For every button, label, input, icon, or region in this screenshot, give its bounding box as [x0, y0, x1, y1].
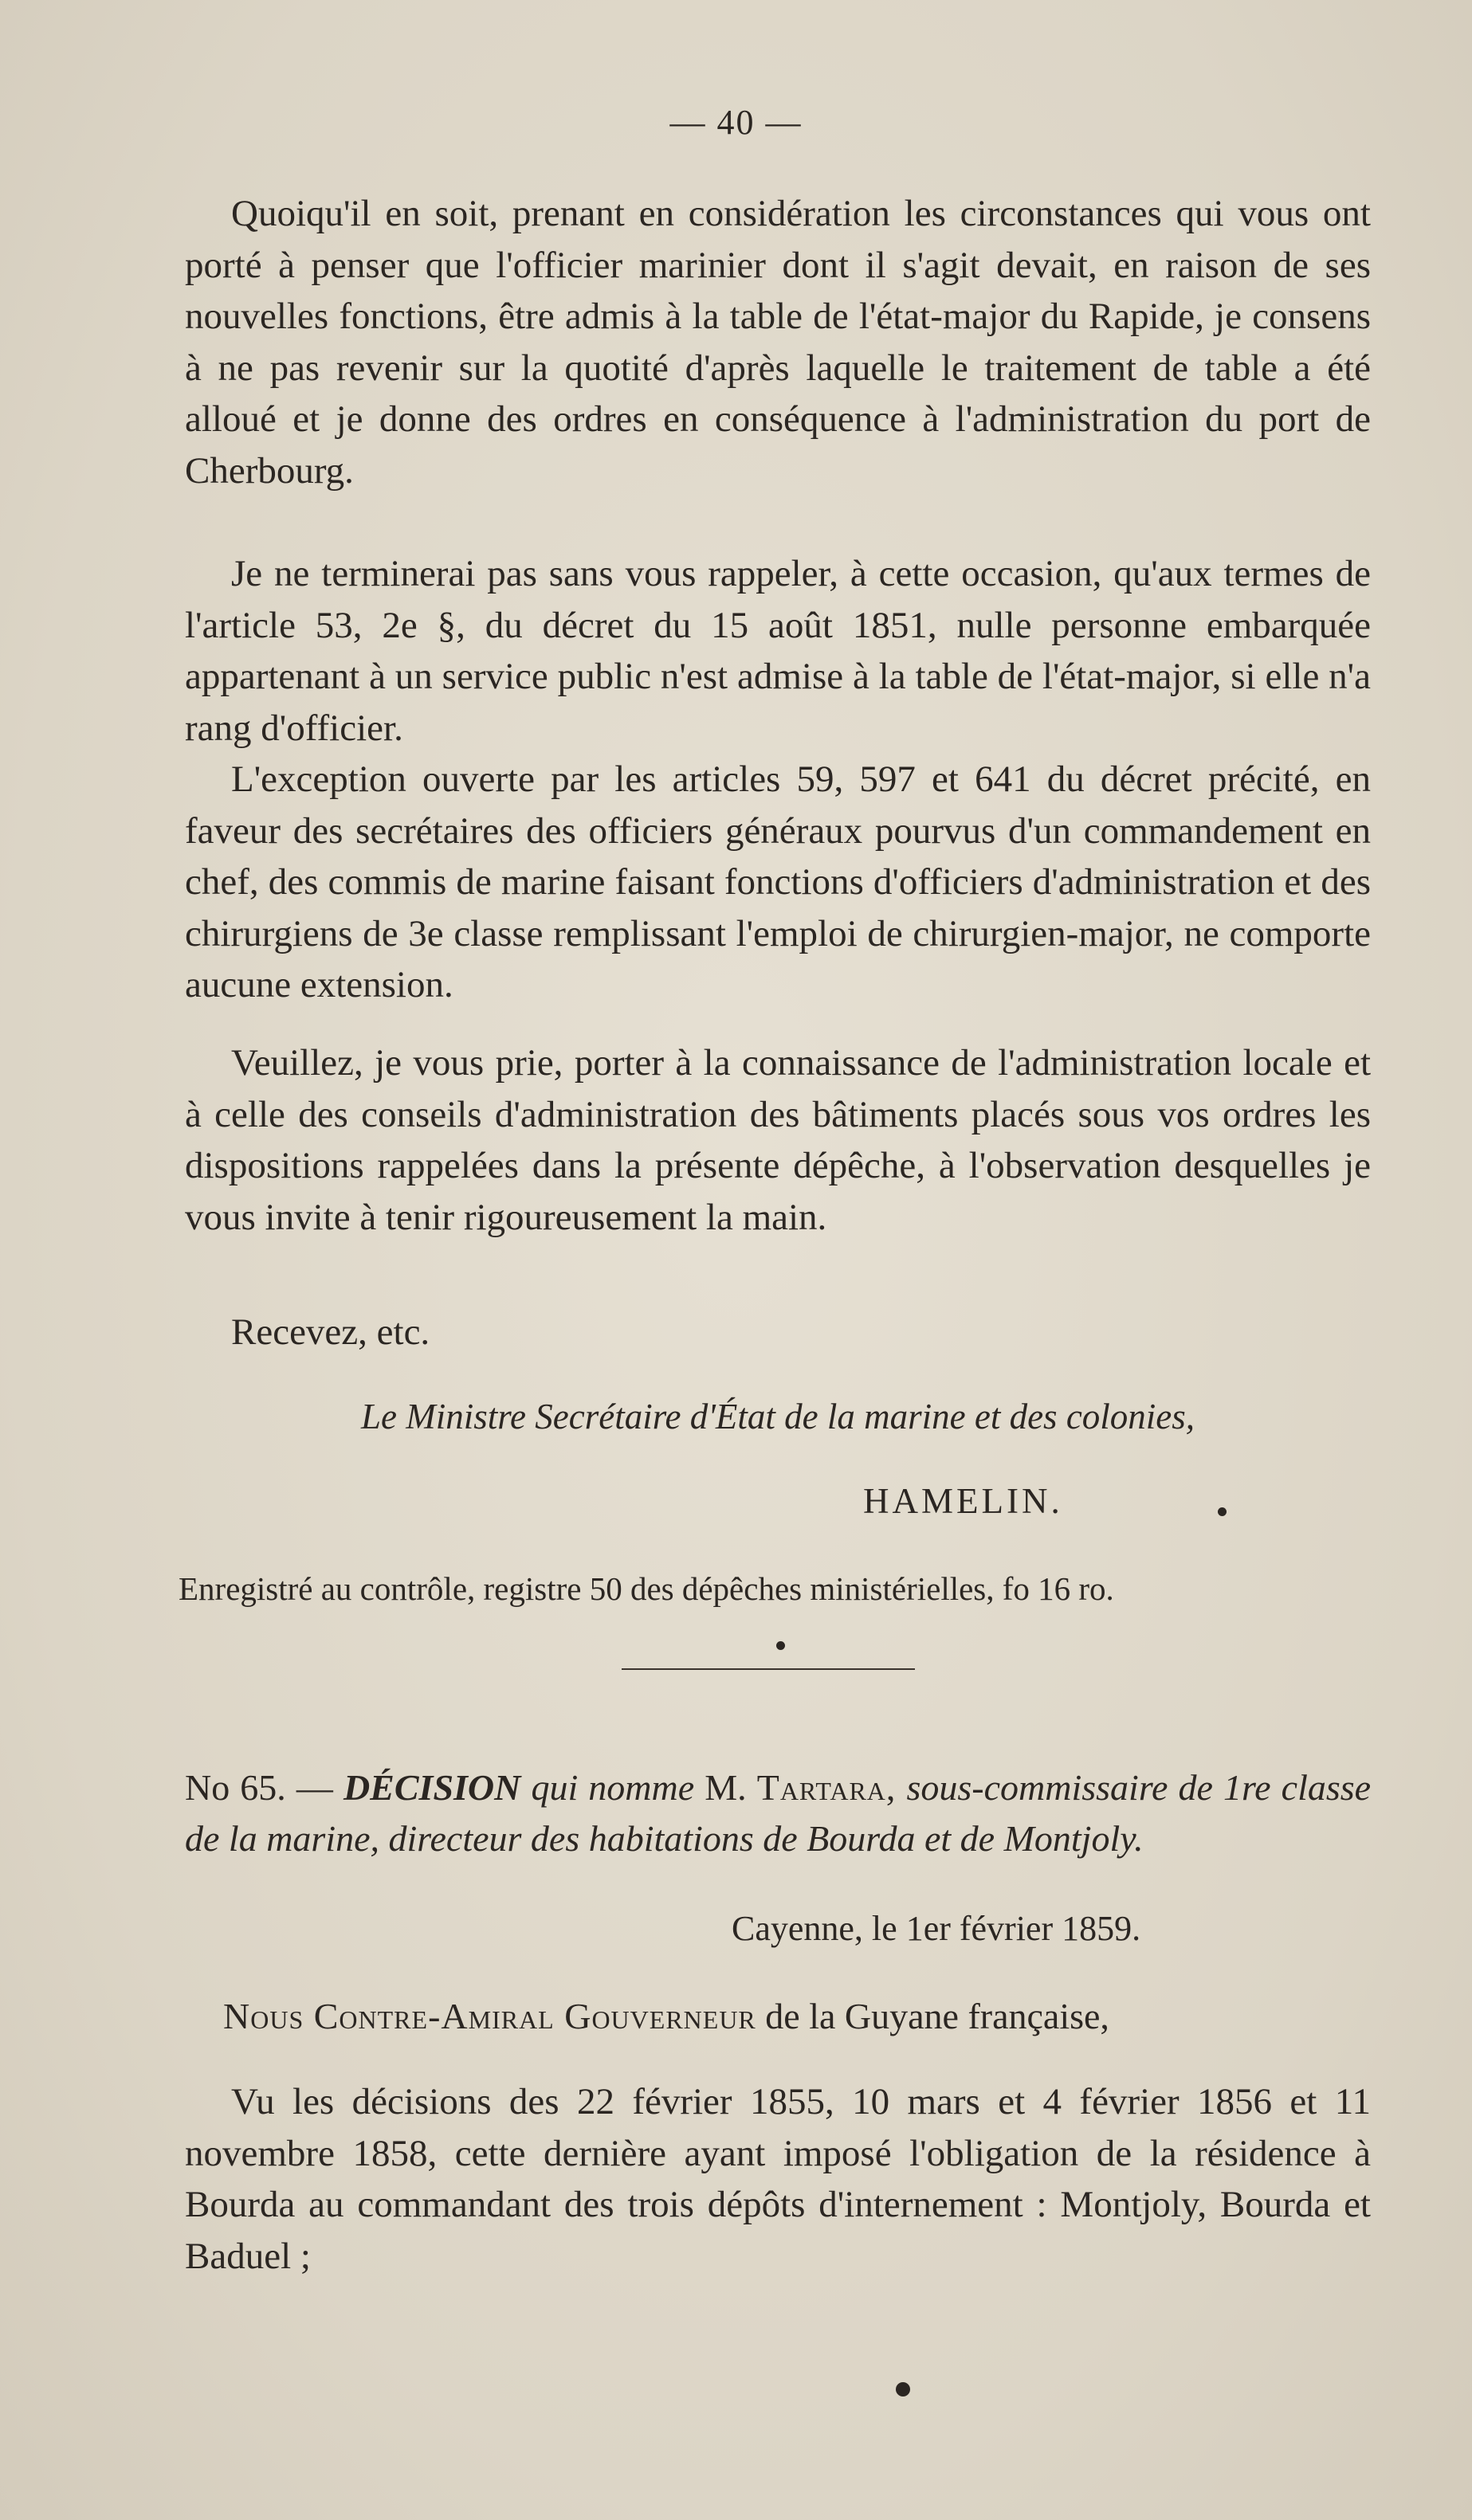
- letter-paragraph-3: L'exception ouverte par les articles 59, 597 et 641 du décret précité, en faveur des secrétaires des officiers généraux pourvus d'un commandement en chef, des commis de marine faisant fonctions d'officiers d'administration et des chirurgiens de 3e classe remplissant l'emploi de chirurgien-major, ne comporte aucune extension.: [185, 758, 1371, 1006]
- page-number: — 40 —: [669, 103, 803, 142]
- ink-speck: [1218, 1507, 1227, 1516]
- ink-speck: [776, 1641, 785, 1650]
- vu-paragraph: Vu les décisions des 22 février 1855, 10 mars et 4 février 1856 et 11 novembre 1858, cette dernière ayant imposé l'obligation de la résidence à Bourda au commandant des trois dépôts d'internement : Montjoly, Bourda et Baduel ;: [185, 2081, 1371, 2277]
- decision-dash: —: [296, 1767, 333, 1808]
- preamble-rest: de la Guyane française,: [765, 1996, 1109, 2036]
- decision-number: No 65.: [185, 1767, 286, 1808]
- decision-heading: [185, 1762, 1371, 1864]
- letter-paragraph-1: Quoiqu'il en soit, prenant en considération les circonstances qui vous ont porté à penser que l'officier marinier dont il s'agit devait, en raison de ses nouvelles fonctions, être admis à la table de l'état-major du Rapide, je consens à ne pas revenir sur la quotité d'après laquelle le traitement de table a été alloué et je donne des ordres en conséquence à l'administration du port de Cherbourg.: [185, 193, 1371, 492]
- decision-text-before-name: qui nomme: [531, 1767, 695, 1808]
- decision-text-after-name: sous-commissaire de 1re classe de la marine, directeur des habitations de Bourda et de Montjoly.: [185, 1767, 1372, 1859]
- closing-formula: Recevez, etc.: [231, 1311, 430, 1353]
- ink-blot: [896, 2382, 910, 2397]
- decision-name-prefix: M.: [705, 1767, 747, 1808]
- registration-note: Enregistré au contrôle, registre 50 des dépêches ministérielles, fo 16 ro.: [179, 1570, 1114, 1607]
- dateline: Cayenne, le 1er février 1859.: [732, 1909, 1141, 1948]
- signature-name: HAMELIN.: [863, 1481, 1063, 1521]
- section-divider: [622, 1668, 915, 1670]
- signature-title: Le Ministre Secrétaire d'État de la marine et des colonies,: [360, 1397, 1195, 1436]
- letter-paragraph-4: Veuillez, je vous prie, porter à la connaissance de l'administration locale et à celle des conseils d'administration des bâtiments placés sous vos ordres les dispositions rappelées dans la présente dépêche, à l'observation desquelles je vous invite à tenir rigoureusement la main.: [185, 1042, 1371, 1238]
- preamble-authority: Nous Contre-Amiral Gouverneur: [223, 1996, 756, 2036]
- decision-name: Tartara,: [756, 1767, 897, 1808]
- preamble: [223, 1995, 1109, 2037]
- decision-title: DÉCISION: [343, 1767, 521, 1808]
- letter-paragraph-2: Je ne terminerai pas sans vous rappeler, à cette occasion, qu'aux termes de l'article 53, 2e §, du décret du 15 août 1851, nulle personne embarquée appartenant à un service public n'est admise à la table de l'état-major, si elle n'a rang d'officier.: [185, 553, 1371, 749]
